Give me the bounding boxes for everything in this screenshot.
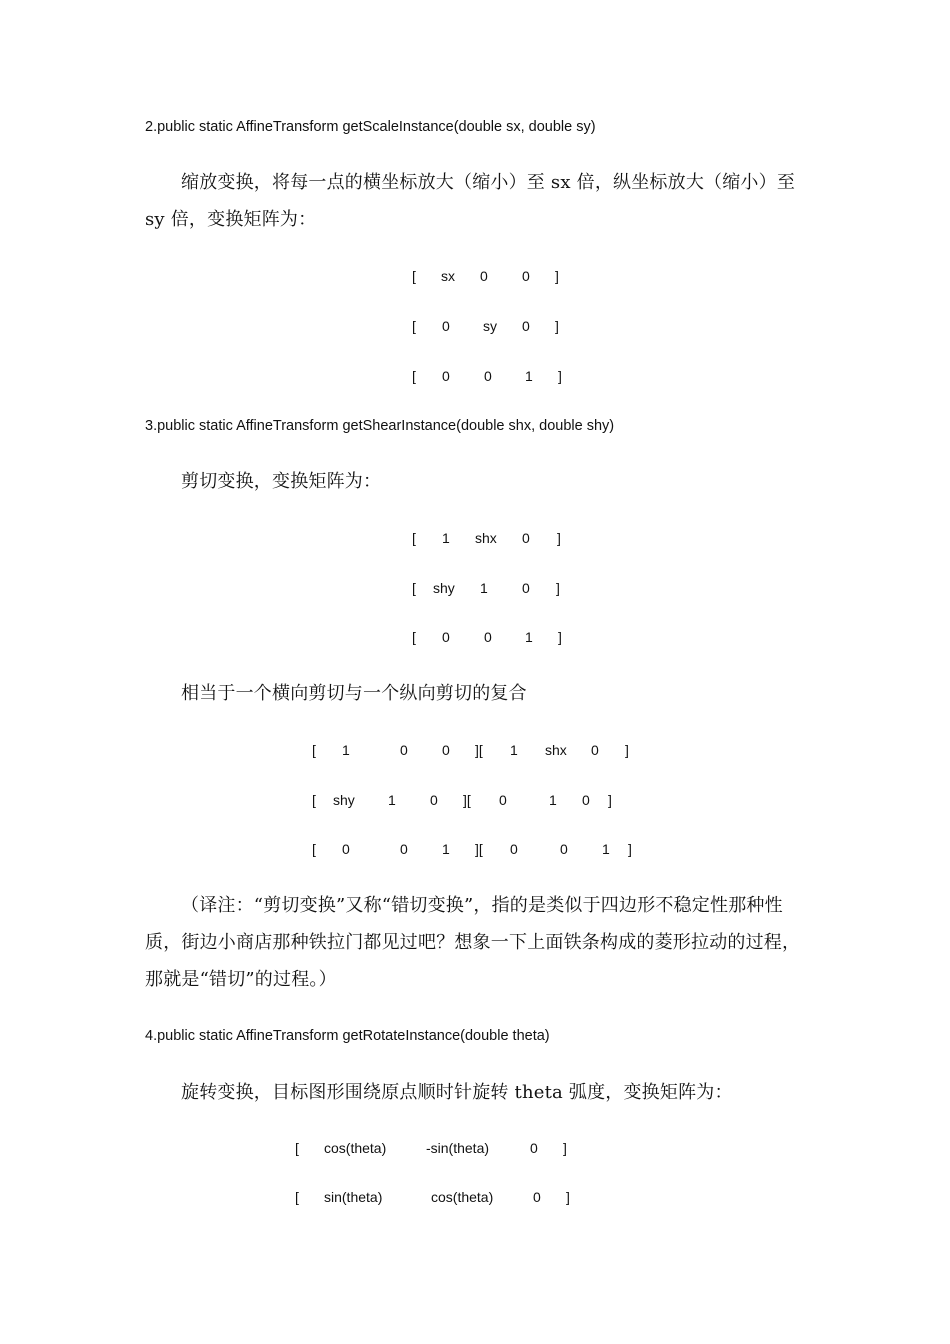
matrix-cell: shx — [545, 742, 567, 758]
matrix-cell: 0 — [430, 792, 438, 808]
matrix-bracket: [ — [312, 742, 316, 758]
method-signature-scale: 2.public static AffineTransform getScaleInstance(double sx, double sy) — [145, 119, 596, 135]
matrix-cell: 1 — [388, 792, 396, 808]
method-signature-shear: 3.public static AffineTransform getShearInstance(double shx, double shy) — [145, 418, 615, 434]
matrix-bracket: [ — [295, 1189, 299, 1205]
matrix-bracket: ] — [555, 268, 559, 284]
matrix-row — [310, 792, 710, 812]
matrix-cell: 0 — [484, 629, 492, 645]
matrix-bracket: ] — [558, 629, 562, 645]
matrix-cell: 0 — [442, 318, 450, 334]
matrix-row — [310, 742, 710, 762]
matrix-cell: 0 — [484, 368, 492, 384]
matrix-bracket: [ — [312, 841, 316, 857]
shear-composite-text: 相当于一个横向剪切与一个纵向剪切的复合 — [181, 683, 527, 704]
matrix-bracket: [ — [412, 268, 416, 284]
matrix-bracket: [ — [412, 530, 416, 546]
matrix-cell: 0 — [499, 792, 507, 808]
matrix-cell: 1 — [525, 629, 533, 645]
matrix-cell: 0 — [522, 318, 530, 334]
matrix-bracket: ] — [625, 742, 629, 758]
matrix-bracket: ] — [557, 530, 561, 546]
matrix-cell: 0 — [533, 1189, 541, 1205]
matrix-cell: 0 — [442, 629, 450, 645]
matrix-cell: 1 — [510, 742, 518, 758]
matrix-bracket: ][ — [475, 841, 483, 857]
matrix-bracket: [ — [412, 318, 416, 334]
matrix-cell: sx — [441, 268, 455, 284]
matrix-bracket: [ — [312, 792, 316, 808]
scale-description: 缩放变换，将每一点的横坐标放大（缩小）至 sx 倍，纵坐标放大（缩小）至 sy 倍，变换矩阵为： — [145, 172, 796, 230]
matrix-cell: 0 — [400, 841, 408, 857]
matrix-cell: 0 — [442, 742, 450, 758]
matrix-bracket: ] — [628, 841, 632, 857]
matrix-row — [410, 318, 810, 338]
matrix-cell: cos(theta) — [324, 1140, 387, 1156]
matrix-cell: shx — [475, 530, 497, 546]
matrix-cell: sin(theta) — [324, 1189, 383, 1205]
matrix-row — [410, 368, 810, 388]
translator-note: （译注：“剪切变换”又称“错切变换”，指的是类似于四边形不稳定性那种性质，街边小商店那种铁拉门都见过吧？想象一下上面铁条构成的菱形拉动的过程，那就是“错切”的过程。） — [145, 895, 801, 990]
matrix-cell: 0 — [522, 268, 530, 284]
matrix-bracket: ] — [608, 792, 612, 808]
matrix-bracket: ][ — [463, 792, 471, 808]
matrix-cell: 0 — [591, 742, 599, 758]
matrix-cell: 0 — [442, 368, 450, 384]
matrix-cell: 0 — [522, 580, 530, 596]
matrix-cell: sy — [483, 318, 497, 334]
matrix-bracket: ] — [558, 368, 562, 384]
matrix-cell: 1 — [602, 841, 610, 857]
matrix-cell: cos(theta) — [431, 1189, 494, 1205]
matrix-bracket: ] — [555, 318, 559, 334]
matrix-cell: 1 — [342, 742, 350, 758]
matrix-cell: 0 — [342, 841, 350, 857]
matrix-cell: 1 — [549, 792, 557, 808]
matrix-cell: 1 — [442, 530, 450, 546]
matrix-cell: shy — [333, 792, 355, 808]
matrix-cell: shy — [433, 580, 455, 596]
matrix-bracket: ] — [563, 1140, 567, 1156]
matrix-row — [310, 841, 710, 861]
matrix-cell: 0 — [530, 1140, 538, 1156]
matrix-bracket: ] — [556, 580, 560, 596]
matrix-cell: -sin(theta) — [426, 1140, 490, 1156]
matrix-cell: 1 — [480, 580, 488, 596]
matrix-bracket: ][ — [475, 742, 483, 758]
matrix-cell: 0 — [510, 841, 518, 857]
matrix-row — [410, 530, 810, 550]
matrix-row — [293, 1140, 693, 1160]
matrix-cell: 1 — [442, 841, 450, 857]
method-signature-rotate: 4.public static AffineTransform getRotateInstance(double theta) — [145, 1028, 550, 1044]
matrix-row — [410, 580, 810, 600]
matrix-bracket: [ — [412, 580, 416, 596]
matrix-cell: 0 — [480, 268, 488, 284]
matrix-cell: 0 — [522, 530, 530, 546]
matrix-row — [410, 629, 810, 649]
matrix-cell: 0 — [400, 742, 408, 758]
rotate-description: 旋转变换，目标图形围绕原点顺时针旋转 theta 弧度，变换矩阵为： — [181, 1082, 733, 1103]
matrix-row — [410, 268, 810, 288]
matrix-bracket: [ — [295, 1140, 299, 1156]
matrix-cell: 0 — [560, 841, 568, 857]
matrix-cell: 1 — [525, 368, 533, 384]
matrix-cell: 0 — [582, 792, 590, 808]
shear-description: 剪切变换，变换矩阵为： — [181, 471, 382, 492]
matrix-bracket: [ — [412, 368, 416, 384]
matrix-bracket: ] — [566, 1189, 570, 1205]
matrix-row — [293, 1189, 693, 1209]
matrix-bracket: [ — [412, 629, 416, 645]
